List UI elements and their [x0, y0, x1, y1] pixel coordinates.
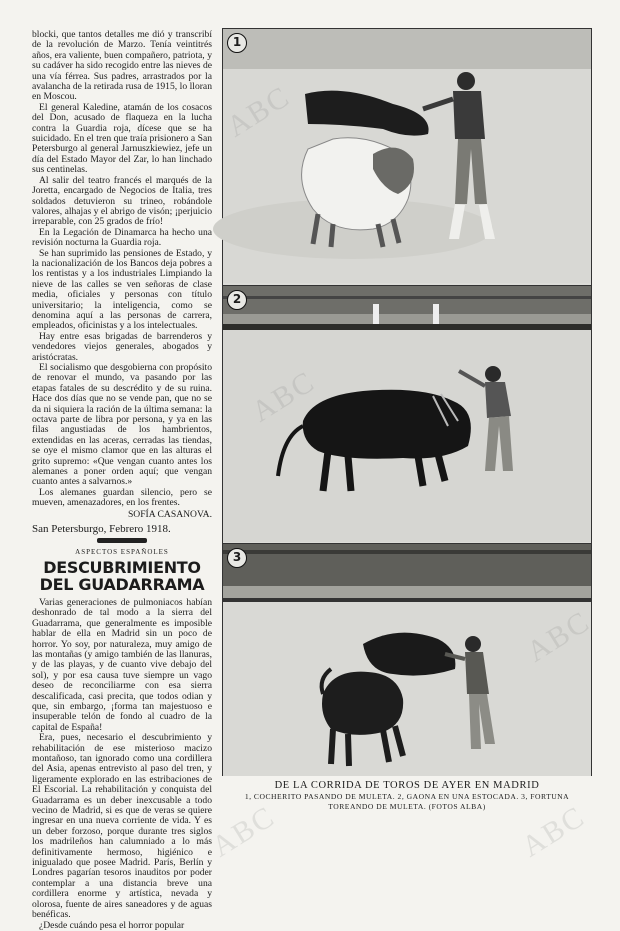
caption-title: DE LA CORRIDA DE TOROS DE AYER EN MADRID [274, 780, 540, 791]
photo-number-badge: 3 [227, 548, 247, 568]
photo-number-badge: 1 [227, 33, 247, 53]
bullfight-photo-panel [222, 28, 592, 776]
article-paragraph: El socialismo que desgobierna con propósito de renovar el mundo, va pasando por las etapas fatales de su descrédito y de su ruina. Hace dos días que no se vende pan, que no se da ni siquiera la ración de la última semana: la octava parte de libra por persona, y ya en las filas angustiadas de los hambrientos, extendidas en las aceras, cerradas las tiendas, se oye el mismo clamor que en las alturas el grito supremo: «Que vengan cuanto antes los alemanes a poner orden aquí; que vengan cuanto antes a salvarnos.» [32, 362, 212, 488]
headline: DESCUBRIMIENTO DEL GUADARRAMA [39, 557, 205, 594]
article-paragraph: El general Kaledine, atamán de los cosacos del Don, acusado de flaqueza en la lucha contra la Guardia roja, dícese que se ha suicidado. En el tren que traía prisionero a San Petersburgo al general Jarnuszkiewiez, jefe un día del Estado Mayor del Zar, lo han linchado sus centinelas. [32, 101, 212, 176]
article-dateline: San Petersburgo, Febrero 1918. [32, 523, 171, 536]
photo-cocherito [223, 29, 591, 283]
abc-watermark: ABC [516, 799, 592, 864]
photo-gaona [223, 285, 591, 541]
article-signature: SOFÍA CASANOVA. [127, 508, 212, 520]
caption-body: 1, COCHERITO PASANDO DE MULETA. 2, GAONA EN UNA ESTOCADA. 3, FORTUNA TOREANDO DE MULETA. (FOTOS ALBA) [244, 792, 570, 811]
article-paragraph: Los alemanes guardan silencio, pero se mueven, amenazadores, en los frentes. [32, 486, 212, 509]
article-paragraph: Varias generaciones de pulmoniacos habían deshonrado de tal modo a la sierra del Guadarrama, que generalmente es imposible hablar de ella en Madrid sin un poco de horror. Yo soy, por naturaleza, muy amigo de las montañas (y amigo también de las llanuras, y de las playas, y de cuanto vive debajo del sol), y por esa causa tuve siempre un vago deseo de reconciliarme con esa sierra descalificada, casi precita, que todos odian y que, sin embargo, ¡forma tan majestuoso e insuperable telón de fondo al cuadro de la capital de España! [32, 596, 212, 733]
abc-watermark: ABC [206, 799, 282, 864]
photo-fortuna [223, 543, 591, 775]
left-text-column [32, 30, 212, 931]
photo-number-badge: 2 [227, 290, 247, 310]
article-paragraph: Se han suprimido las pensiones de Estado, y la nacionalización de los Bancos deja pobres a los rentistas y a los industriales Limpiando la nieve de las calles se ven señoras de clase media, oficiales y personas con título universitario; la inteligencia, como se denomina aquí a las personas de carrera, empleados, oficinistas y a los intelectuales. [32, 247, 212, 332]
article-paragraph: blocki, que tantos detalles me dió y transcribí de la revolución de Marzo. Tenía veintitrés años, era valiente, buen compañero, patriota, y su cadáver ha sido recogido entre las nieves de una vía férrea. Sus padres, arrastrados por la avalancha de la retirada rusa de 1915, lo lloran en Moscou. [32, 29, 212, 103]
article-paragraph: Al salir del teatro francés el marqués de la Joretta, encargado de Negocios de Italia, tres soldados detuvieron su trineo, robándole valores, alhajas y el abrigo de visón; ¡perjuicio irreparable, con 25 grados de frío! [32, 174, 212, 228]
article-paragraph: ¿Desde cuándo pesa el horror popular [39, 919, 185, 931]
article-paragraph: Hay entre esas brigadas de barrenderos y vendedores viejos generales, abogados y aristócratas. [32, 330, 212, 363]
section-label: ASPECTOS ESPAÑOLES [75, 547, 169, 556]
ornamental-divider [32, 538, 212, 543]
article-paragraph: Era, pues, necesario el descubrimiento y rehabilitación de ese misterioso macizo montañoso, tan ignorado como una cordillera del Asia, apenas entrevisto al paso del tren, y ligeramente explorado en las estribaciones de El Escorial. La rehabilitación y conquista del Guadarrama es un deber inexcusable a todo vecino de Madrid, si es que de veras se quiere ingresar en una nueva corriente de vida. Y es un deber forzoso, porque durante tres siglos los madrileños han calumniado a lo más definitivamente hermoso, higiénico e inigualado que posee Madrid. París, Berlín y Londres pagarían tesoros inauditos por poder contemplar a una distancia breve una cordillera enorme y artística, nevada y olorosa, fuente de aires saneadores y de aguas benéficas. [32, 732, 212, 921]
article-paragraph: En la Legación de Dinamarca ha hecho una revisión nocturna la Guardia roja. [32, 226, 212, 249]
photo-caption [222, 780, 592, 812]
